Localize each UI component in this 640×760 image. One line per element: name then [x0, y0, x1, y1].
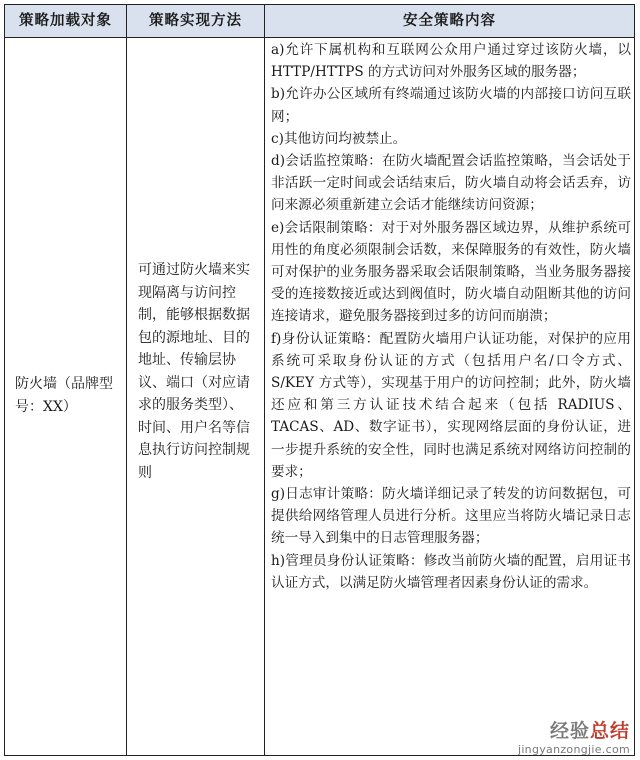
watermark-url: jingyanzongjie.com — [517, 743, 630, 756]
policy-table — [4, 4, 635, 756]
policy-item-e: e)会话限制策略：对于对外服务器区域边界，从维护系统可用性的角度必须限制会话数，来保障服务的有效性，防火墙可对保护的业务服务器采取会话限制策略，当业务服务器接受的连接数接近或达到阀值时，防火墙自动阻断其他的访问连接请求，避免服务器接到过多的访问而崩溃； — [271, 219, 631, 325]
column-divider — [126, 5, 127, 755]
policy-item-f: f)身份认证策略：配置防火墙用户认证功能，对保护的应用系统可采取身份认证的方式（包括用户名/口令方式、S/KEY 方式等），实现基于用户的访问控制；此外，防火墙还应和第三方认证技术结合起来（包括 RADIUS、TACAS、AD、数字证书），实现网络层面的身份认证，进一步提升系统的安全性，同时也满足系统对网络访问控制的要求； — [271, 330, 631, 480]
header-object: 策略加载对象 — [19, 12, 112, 29]
policy-item-a: a)允许下属机构和互联网公众用户通过穿过该防火墙，以 HTTP/HTTPS 的方式访问对外服务区域的服务器； — [271, 42, 631, 81]
header-method: 策略实现方法 — [149, 12, 242, 29]
policy-method-cell: 可通过防火墙来实现隔离与访问控制，能够根据数据包的源地址、目的地址、传输层协议、端口（对应请求的服务类型）、时间、用户名等信息执行访问控制规则 — [138, 262, 250, 481]
header-content: 安全策略内容 — [403, 12, 496, 29]
table-header-row — [5, 5, 634, 38]
policy-item-h: h)管理员身份认证策略：修改当前防火墙的配置，启用证书认证方式，以满足防火墙管理者因素身份认证的需求。 — [271, 552, 631, 591]
policy-content-cell — [271, 39, 631, 594]
policy-item-c: c)其他访问均被禁止。 — [271, 130, 407, 147]
policy-item-b: b)允许办公区域所有终端通过该防火墙的内部接口访问互联网； — [271, 86, 631, 125]
watermark-logo: 经验总结 — [549, 720, 630, 742]
column-divider — [264, 5, 265, 755]
policy-item-g: g)日志审计策略：防火墙详细记录了转发的访问数据包，可提供给网络管理人员进行分析。这里应当将防火墙记录日志统一导入到集中的日志管理服务器； — [271, 486, 631, 547]
policy-item-d: d)会话监控策略：在防火墙配置会话监控策略，当会话处于非活跃一定时间或会话结束后，防火墙自动将会话丢弃，访问来源必须重新建立会话才能继续访问资源； — [271, 153, 631, 214]
site-watermark — [518, 716, 630, 756]
policy-object-cell: 防火墙（品牌型号：XX） — [15, 376, 113, 415]
